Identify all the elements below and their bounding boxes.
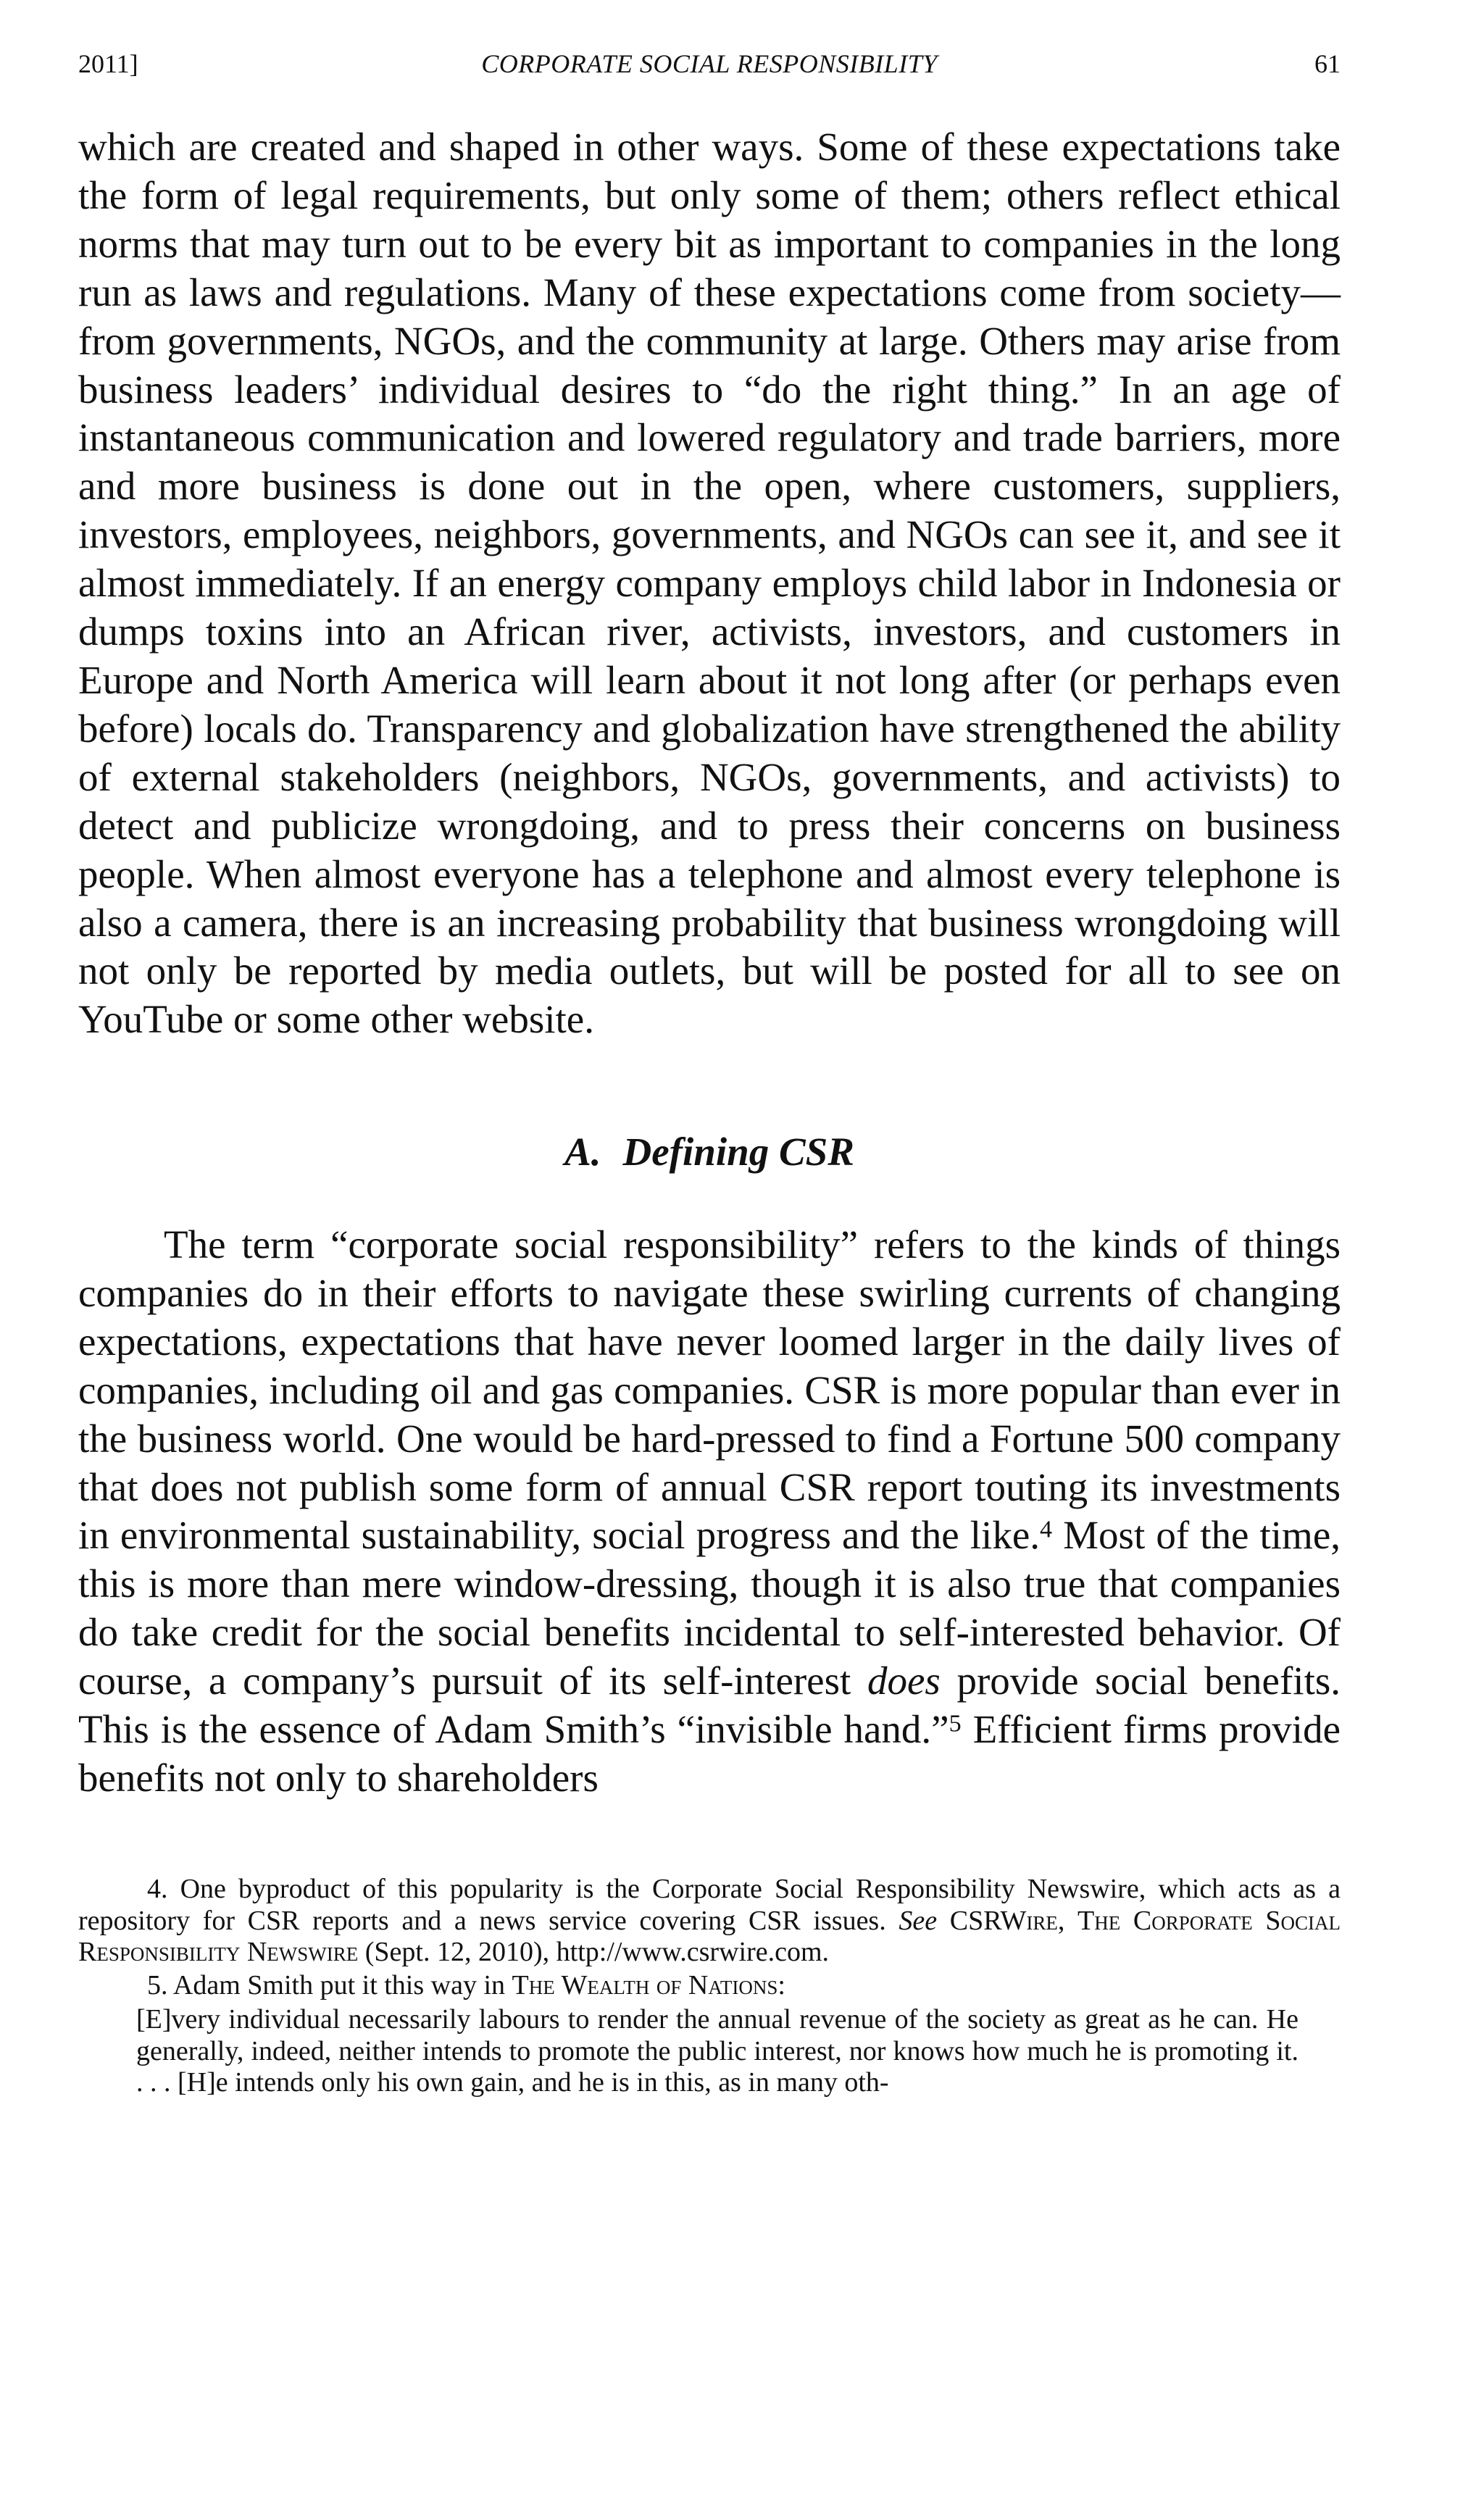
emphasis-text: does [867, 1659, 941, 1703]
source-title: The Corporate Social Responsibility Newswire [78, 1905, 1341, 1967]
footnote-blockquote: [E]very individual necessarily labours to render the annual revenue of the society as great as he can. He generally, indeed, neither intends to promote the public interest, nor knows how much he is promoting it. . . . [H]e intends only his own gain, and he is in this, as in many oth- [136, 2004, 1298, 2098]
running-head [78, 42, 1341, 85]
running-head-title: CORPORATE SOCIAL RESPONSIBILITY [481, 49, 938, 78]
footnote-ref-4[interactable]: 4 [1040, 1516, 1053, 1544]
footnote-ref-5[interactable]: 5 [949, 1710, 962, 1737]
footnote-4 [78, 1874, 1341, 1969]
paragraph-text: Most of the time, this is more than mere window-dressing, though it is also true that companies do take credit for the social benefits incidental to self-interested behavior. Of course, a company’s pursuit of its self-interest [78, 1513, 1341, 1703]
paragraph-text: The term “corporate social responsibility” refers to the kinds of things companies do in their efforts to navigate these swirling currents of changing expectations, expectations that have never loomed larger in the daily lives of companies, including oil and gas companies. CSR is more popular than ever in the business world. One would be hard-pressed to find a Fortune 500 company that does not publish some form of annual CSR report touting its investments in environmental sustainability, social progress and the like. [78, 1222, 1341, 1558]
book-title: The Wealth of Nations [512, 1969, 778, 2000]
running-head-year: 2011] [78, 49, 138, 78]
section-title: Defining CSR [622, 1130, 854, 1174]
footnote-text: , [1057, 1905, 1078, 1936]
section-heading [78, 1127, 1341, 1177]
source-name: CSRWire [937, 1905, 1058, 1936]
footnote-text[interactable]: (Sept. 12, 2010), http://www.csrwire.com. [358, 1937, 830, 1967]
footnote-text: : [778, 1969, 785, 2000]
paragraph-text: provide social benefits. This is the essence of Adam Smith’s “invisible hand.” [78, 1659, 1341, 1752]
footnote-text: 4. One byproduct of this popularity is the Corporate Social Responsibility Newswire, which acts as a repository for CSR reports and a news service covering CSR issues. [78, 1874, 1341, 1936]
footnote-text: 5. Adam Smith put it this way in [147, 1969, 512, 2000]
signal-see: See [899, 1905, 938, 1936]
body-paragraph-2 [78, 1221, 1341, 1803]
footnote-5 [78, 1970, 1341, 2002]
paragraph-text: Efficient firms provide benefits not only to shareholders [78, 1707, 1341, 1800]
section-number: A. [564, 1130, 601, 1174]
footnotes [78, 1874, 1341, 2099]
page-number: 61 [1314, 49, 1341, 78]
body-paragraph-1: which are created and shaped in other ways. Some of these expectations take the form of legal requirements, but only some of them; others reflect ethical norms that may turn out to be every bit as important to companies in the long run as laws and regulations. Many of these expectations come from society—from governments, NGOs, and the community at large. Others may arise from business leaders’ individual desires to “do the right thing.” In an age of instantaneous communication and lowered regulatory and trade barriers, more and more business is done out in the open, where customers, suppliers, investors, employees, neighbors, governments, and NGOs can see it, and see it almost immediately. If an energy company employs child labor in Indonesia or dumps toxins into an African river, activists, investors, and customers in Europe and North America will learn about it not long after (or perhaps even before) locals do. Transparency and globalization have strengthened the ability of external stakeholders (neighbors, NGOs, governments, and activists) to detect and publicize wrongdoing, and to press their concerns on business people. When almost everyone has a telephone and almost every telephone is also a camera, there is an increasing probability that business wrongdoing will not only be reported by media outlets, but will be posted for all to see on YouTube or some other website. [78, 125, 1341, 1042]
